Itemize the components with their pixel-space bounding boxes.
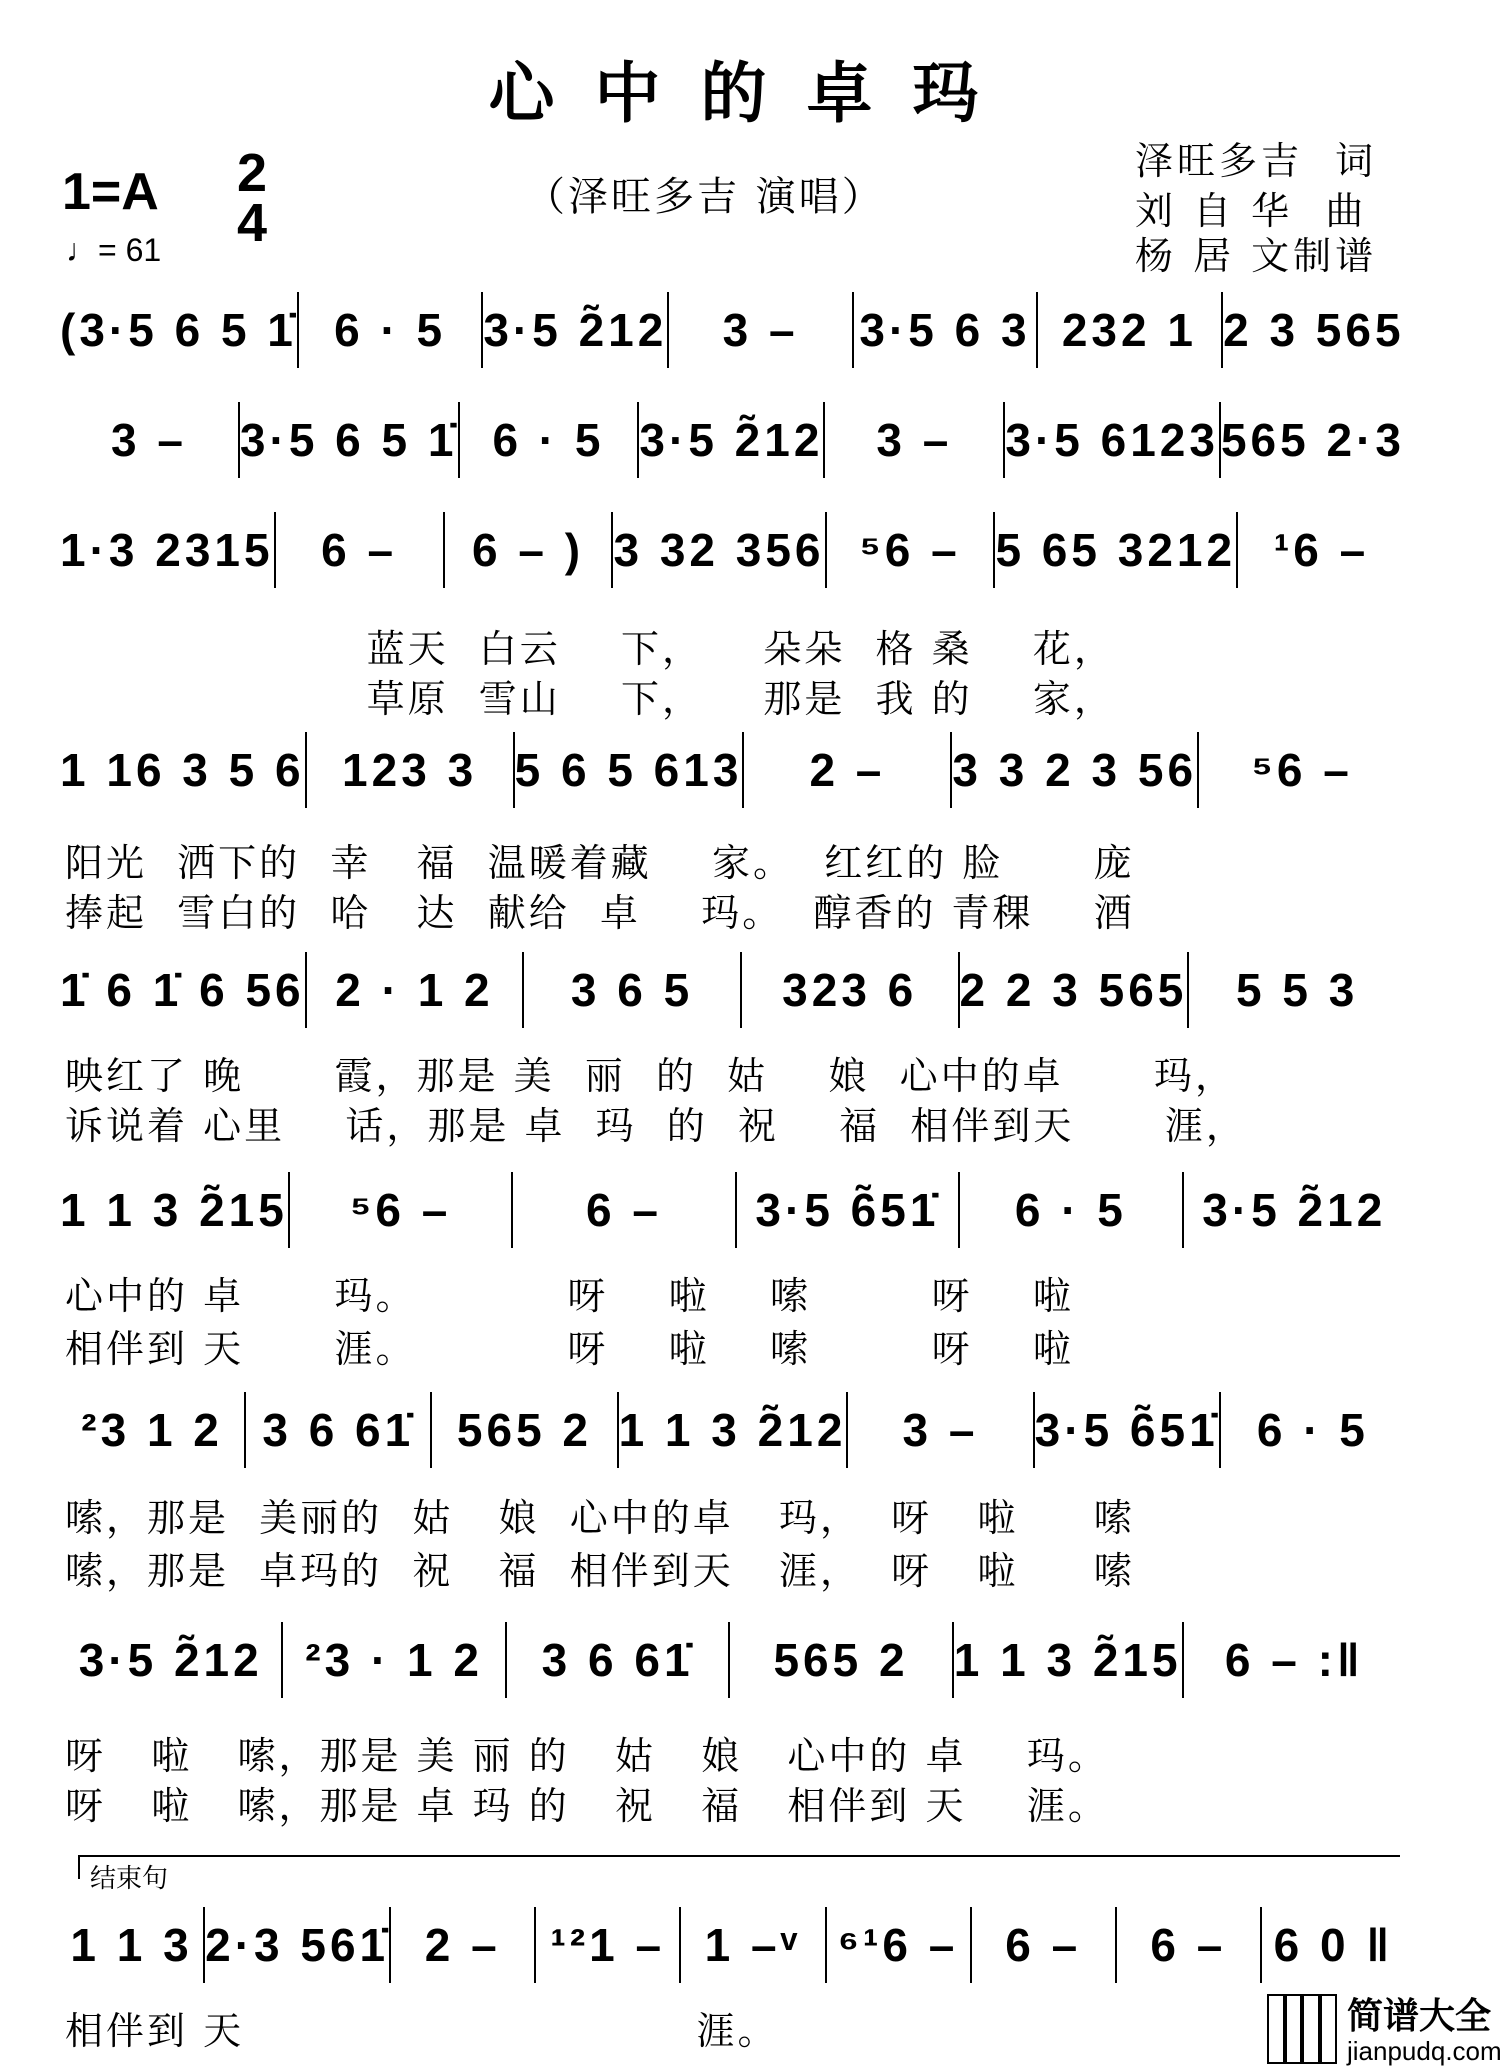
time-signature <box>232 143 272 253</box>
composer-credit: 刘 自 华 曲 <box>1135 189 1368 233</box>
bar-line <box>1219 1392 1221 1468</box>
bar-line <box>1115 1907 1117 1983</box>
row-6-lyric-2: 相伴到 天 涯。 呀 啦 嗦 呀 啦 <box>65 1327 1074 1371</box>
bar-line <box>458 402 460 478</box>
bar-line <box>513 732 515 808</box>
bar-line <box>481 292 483 368</box>
bar-line <box>1260 1907 1262 1983</box>
score-row-9 <box>60 1915 1405 1995</box>
row-8-lyric-2: 呀 啦 嗦，那是 卓 玛 的 祝 福 相伴到 天 涯。 <box>65 1784 1109 1828</box>
score-row-5 <box>60 960 1405 1040</box>
measure: 3 6 61̇ <box>262 1404 415 1456</box>
row-7-lyric-2: 嗦，那是 卓玛的 祝 福 相伴到天 涯， 呀 啦 嗦 <box>65 1549 1135 1593</box>
bar-line <box>742 732 744 808</box>
measure: 3 6 61̇ <box>541 1634 694 1686</box>
ending-label: 结束句 <box>90 1864 169 1894</box>
measure: 123 3 <box>342 744 478 796</box>
bar-line <box>735 1172 737 1248</box>
measure: 3 – <box>876 414 953 466</box>
score-row-1 <box>60 300 1405 380</box>
arranger-credit: 杨 居 文制谱 <box>1135 234 1378 278</box>
score-row-2 <box>60 410 1405 490</box>
measure: 3 – <box>902 1404 979 1456</box>
row-3-lyric-2: 草原 雪山 下， 那是 我 的 家， <box>65 677 1115 721</box>
measure: 3·5 2̃12 <box>78 1634 263 1686</box>
measure: 3 – <box>110 414 187 466</box>
bar-line <box>637 402 639 478</box>
measure: 3·5 6 5 1̇ <box>239 414 458 466</box>
bar-line <box>950 732 952 808</box>
measure: 5 6 5 613 <box>514 744 743 796</box>
bar-line <box>1036 292 1038 368</box>
bar-line <box>728 1622 730 1698</box>
measure: 6 0 ‖ <box>1273 1919 1394 1971</box>
measure: 2 – <box>809 744 886 796</box>
tempo-mark: ♩= 61 <box>66 232 162 268</box>
bar-line <box>244 1392 246 1468</box>
row-5-lyric-2: 诉说着 心里 话，那是 卓 玛 的 祝 福 相伴到天 涯， <box>65 1104 1247 1148</box>
logo-url: jianpudq.com <box>1347 2036 1502 2066</box>
row-6-notes <box>60 1180 1405 1260</box>
bar-line <box>958 1172 960 1248</box>
measure: ⁵6 – <box>859 524 961 576</box>
measure: 3 6 5 <box>570 964 694 1016</box>
bar-line <box>443 512 445 588</box>
measure: ¹6 – <box>1273 524 1370 576</box>
row-5-lyric-1: 映红了 晚 霞，那是 美 丽 的 姑 娘 心中的卓 玛， <box>65 1054 1237 1098</box>
bar-line <box>389 1907 391 1983</box>
bar-line <box>1187 952 1189 1028</box>
row-8-notes <box>60 1630 1405 1710</box>
bar-line <box>238 402 240 478</box>
measure: 2 2 3 565 <box>959 964 1188 1016</box>
score-row-6 <box>60 1180 1405 1260</box>
measure: 2·3 561̇ <box>205 1919 390 1971</box>
score-row-7 <box>60 1400 1405 1480</box>
measure: (3·5 6 5 1̇ <box>60 304 297 356</box>
bar-line <box>430 1392 432 1468</box>
bar-line <box>993 512 995 588</box>
measure: ⁵6 – <box>1251 744 1353 796</box>
measure: 5 5 3 <box>1236 964 1359 1016</box>
measure: 6 – <box>321 524 398 576</box>
measure: 3 – <box>722 304 799 356</box>
bar-line <box>522 952 524 1028</box>
measure: 3·5 2̃12 <box>1202 1184 1387 1236</box>
measure: ²3 · 1 2 <box>305 1634 484 1686</box>
measure: 2 – <box>424 1919 501 1971</box>
bar-line <box>825 1907 827 1983</box>
row-1-notes <box>60 300 1405 380</box>
row-7-notes <box>60 1400 1405 1480</box>
measure: 1·3 2315 <box>60 524 274 576</box>
bar-line <box>667 292 669 368</box>
measure: 3·5 6123 <box>1005 414 1219 466</box>
logo-name: 简谱大全 <box>1347 1996 1492 2037</box>
measure: 5 65 3212 <box>995 524 1237 576</box>
bar-line <box>679 1907 681 1983</box>
bar-line <box>1182 1622 1184 1698</box>
measure: 565 2 <box>456 1404 593 1456</box>
measure: 6 – <box>1150 1919 1227 1971</box>
measure: 1 1 3 2̃12 <box>618 1404 847 1456</box>
row-8-lyric-1: 呀 啦 嗦，那是 美 丽 的 姑 娘 心中的 卓 玛。 <box>65 1734 1109 1778</box>
bar-line <box>274 512 276 588</box>
bar-line <box>1219 402 1221 478</box>
row-7-lyric-1: 嗦，那是 美丽的 姑 娘 心中的卓 玛， 呀 啦 嗦 <box>65 1496 1135 1540</box>
row-5-notes <box>60 960 1405 1040</box>
site-logo <box>1267 1986 1507 2072</box>
measure: 6 · 5 <box>1014 1184 1127 1236</box>
measure: 6 – ) <box>471 524 585 576</box>
bar-line <box>511 1172 513 1248</box>
bar-line <box>952 1622 954 1698</box>
bar-line <box>846 1392 848 1468</box>
measure: 2 · 1 2 <box>335 964 494 1016</box>
measure: 1 –ᵛ <box>704 1919 802 1971</box>
bar-line <box>823 402 825 478</box>
bar-line <box>740 952 742 1028</box>
bar-line <box>852 292 854 368</box>
bar-line <box>305 952 307 1028</box>
time-signature-bottom: 4 <box>236 193 268 253</box>
row-9-notes <box>60 1915 1405 1995</box>
bar-line <box>505 1622 507 1698</box>
bar-line <box>1182 1172 1184 1248</box>
measure: 565 2·3 <box>1220 414 1405 466</box>
bar-line <box>1221 292 1223 368</box>
row-4-lyric-1: 阳光 洒下的 幸 福 温暖着藏 家。 红红的 脸 庞 <box>65 841 1135 885</box>
measure: 3·5 6 3 <box>859 304 1031 356</box>
measure: 3·5 6̃51̇ <box>1034 1404 1219 1456</box>
bar-line <box>297 292 299 368</box>
measure: 6 – <box>1005 1919 1082 1971</box>
measure: 565 2 <box>773 1634 909 1686</box>
score-row-3 <box>60 520 1405 600</box>
measure: 6 · 5 <box>492 414 605 466</box>
bar-line <box>617 1392 619 1468</box>
score-row-8 <box>60 1630 1405 1710</box>
measure: 1 1 3 2̃15 <box>60 1184 288 1236</box>
bar-line <box>1236 512 1238 588</box>
measure: 3·5 2̃12 <box>483 304 668 356</box>
measure: 6 – :‖ <box>1224 1634 1364 1686</box>
bar-line <box>281 1622 283 1698</box>
row-9-lyric-1: 相伴到 天 涯。 <box>65 2009 779 2053</box>
score-row-4 <box>60 740 1405 820</box>
bar-line <box>1033 1392 1035 1468</box>
measure: 6 · 5 <box>1256 1404 1369 1456</box>
measure: 1 16 3 5 6 <box>60 744 305 796</box>
singer-note: （泽旺多吉 演唱） <box>525 174 885 220</box>
bar-line <box>958 952 960 1028</box>
row-3-notes <box>60 520 1405 600</box>
bar-line <box>970 1907 972 1983</box>
ending-bracket <box>78 1855 1400 1879</box>
row-3-lyric-1: 蓝天 白云 下， 朵朵 格 桑 花， <box>65 627 1115 671</box>
measure: 3·5 6̃51̇ <box>755 1184 940 1236</box>
row-2-notes <box>60 410 1405 490</box>
lyricist-credit: 泽旺多吉 词 <box>1135 139 1378 183</box>
row-4-lyric-2: 捧起 雪白的 哈 达 献给 卓 玛。 醇香的 青稞 酒 <box>65 891 1135 935</box>
bar-line <box>611 512 613 588</box>
bar-line <box>203 1907 205 1983</box>
measure: ⁵6 – <box>349 1184 452 1236</box>
key-signature: 1=A <box>62 163 159 221</box>
measure: 6 – <box>586 1184 662 1236</box>
time-signature-top: 2 <box>236 143 268 203</box>
measure: 323 6 <box>782 964 918 1016</box>
measure: 6 · 5 <box>334 304 447 356</box>
bar-line <box>1197 732 1199 808</box>
measure: 1 1 3 <box>70 1919 193 1971</box>
bar-line <box>288 1172 290 1248</box>
bar-line <box>825 512 827 588</box>
bar-line <box>1003 402 1005 478</box>
measure: 1 1 3 2̃15 <box>953 1634 1182 1686</box>
bar-line <box>305 732 307 808</box>
song-title: 心中的卓玛 <box>488 54 1019 132</box>
measure: 2 3 565 <box>1223 304 1405 356</box>
bar-line <box>534 1907 536 1983</box>
row-6-lyric-1: 心中的 卓 玛。 呀 啦 嗦 呀 啦 <box>65 1274 1074 1318</box>
measure: ²3 1 2 <box>81 1404 223 1456</box>
measure: 3 3 2 3 56 <box>952 744 1198 796</box>
measure: 3 32 356 <box>613 524 825 576</box>
row-4-notes <box>60 740 1405 820</box>
measure: ¹²1 – <box>550 1919 666 1971</box>
measure: 3·5 2̃12 <box>639 414 824 466</box>
measure: 1̇ 6 1̇ 6 56 <box>60 964 305 1016</box>
measure: ⁶¹6 – <box>837 1919 959 1971</box>
piano-keys-icon <box>1267 1994 1337 2064</box>
measure: 232 1 <box>1061 304 1197 356</box>
